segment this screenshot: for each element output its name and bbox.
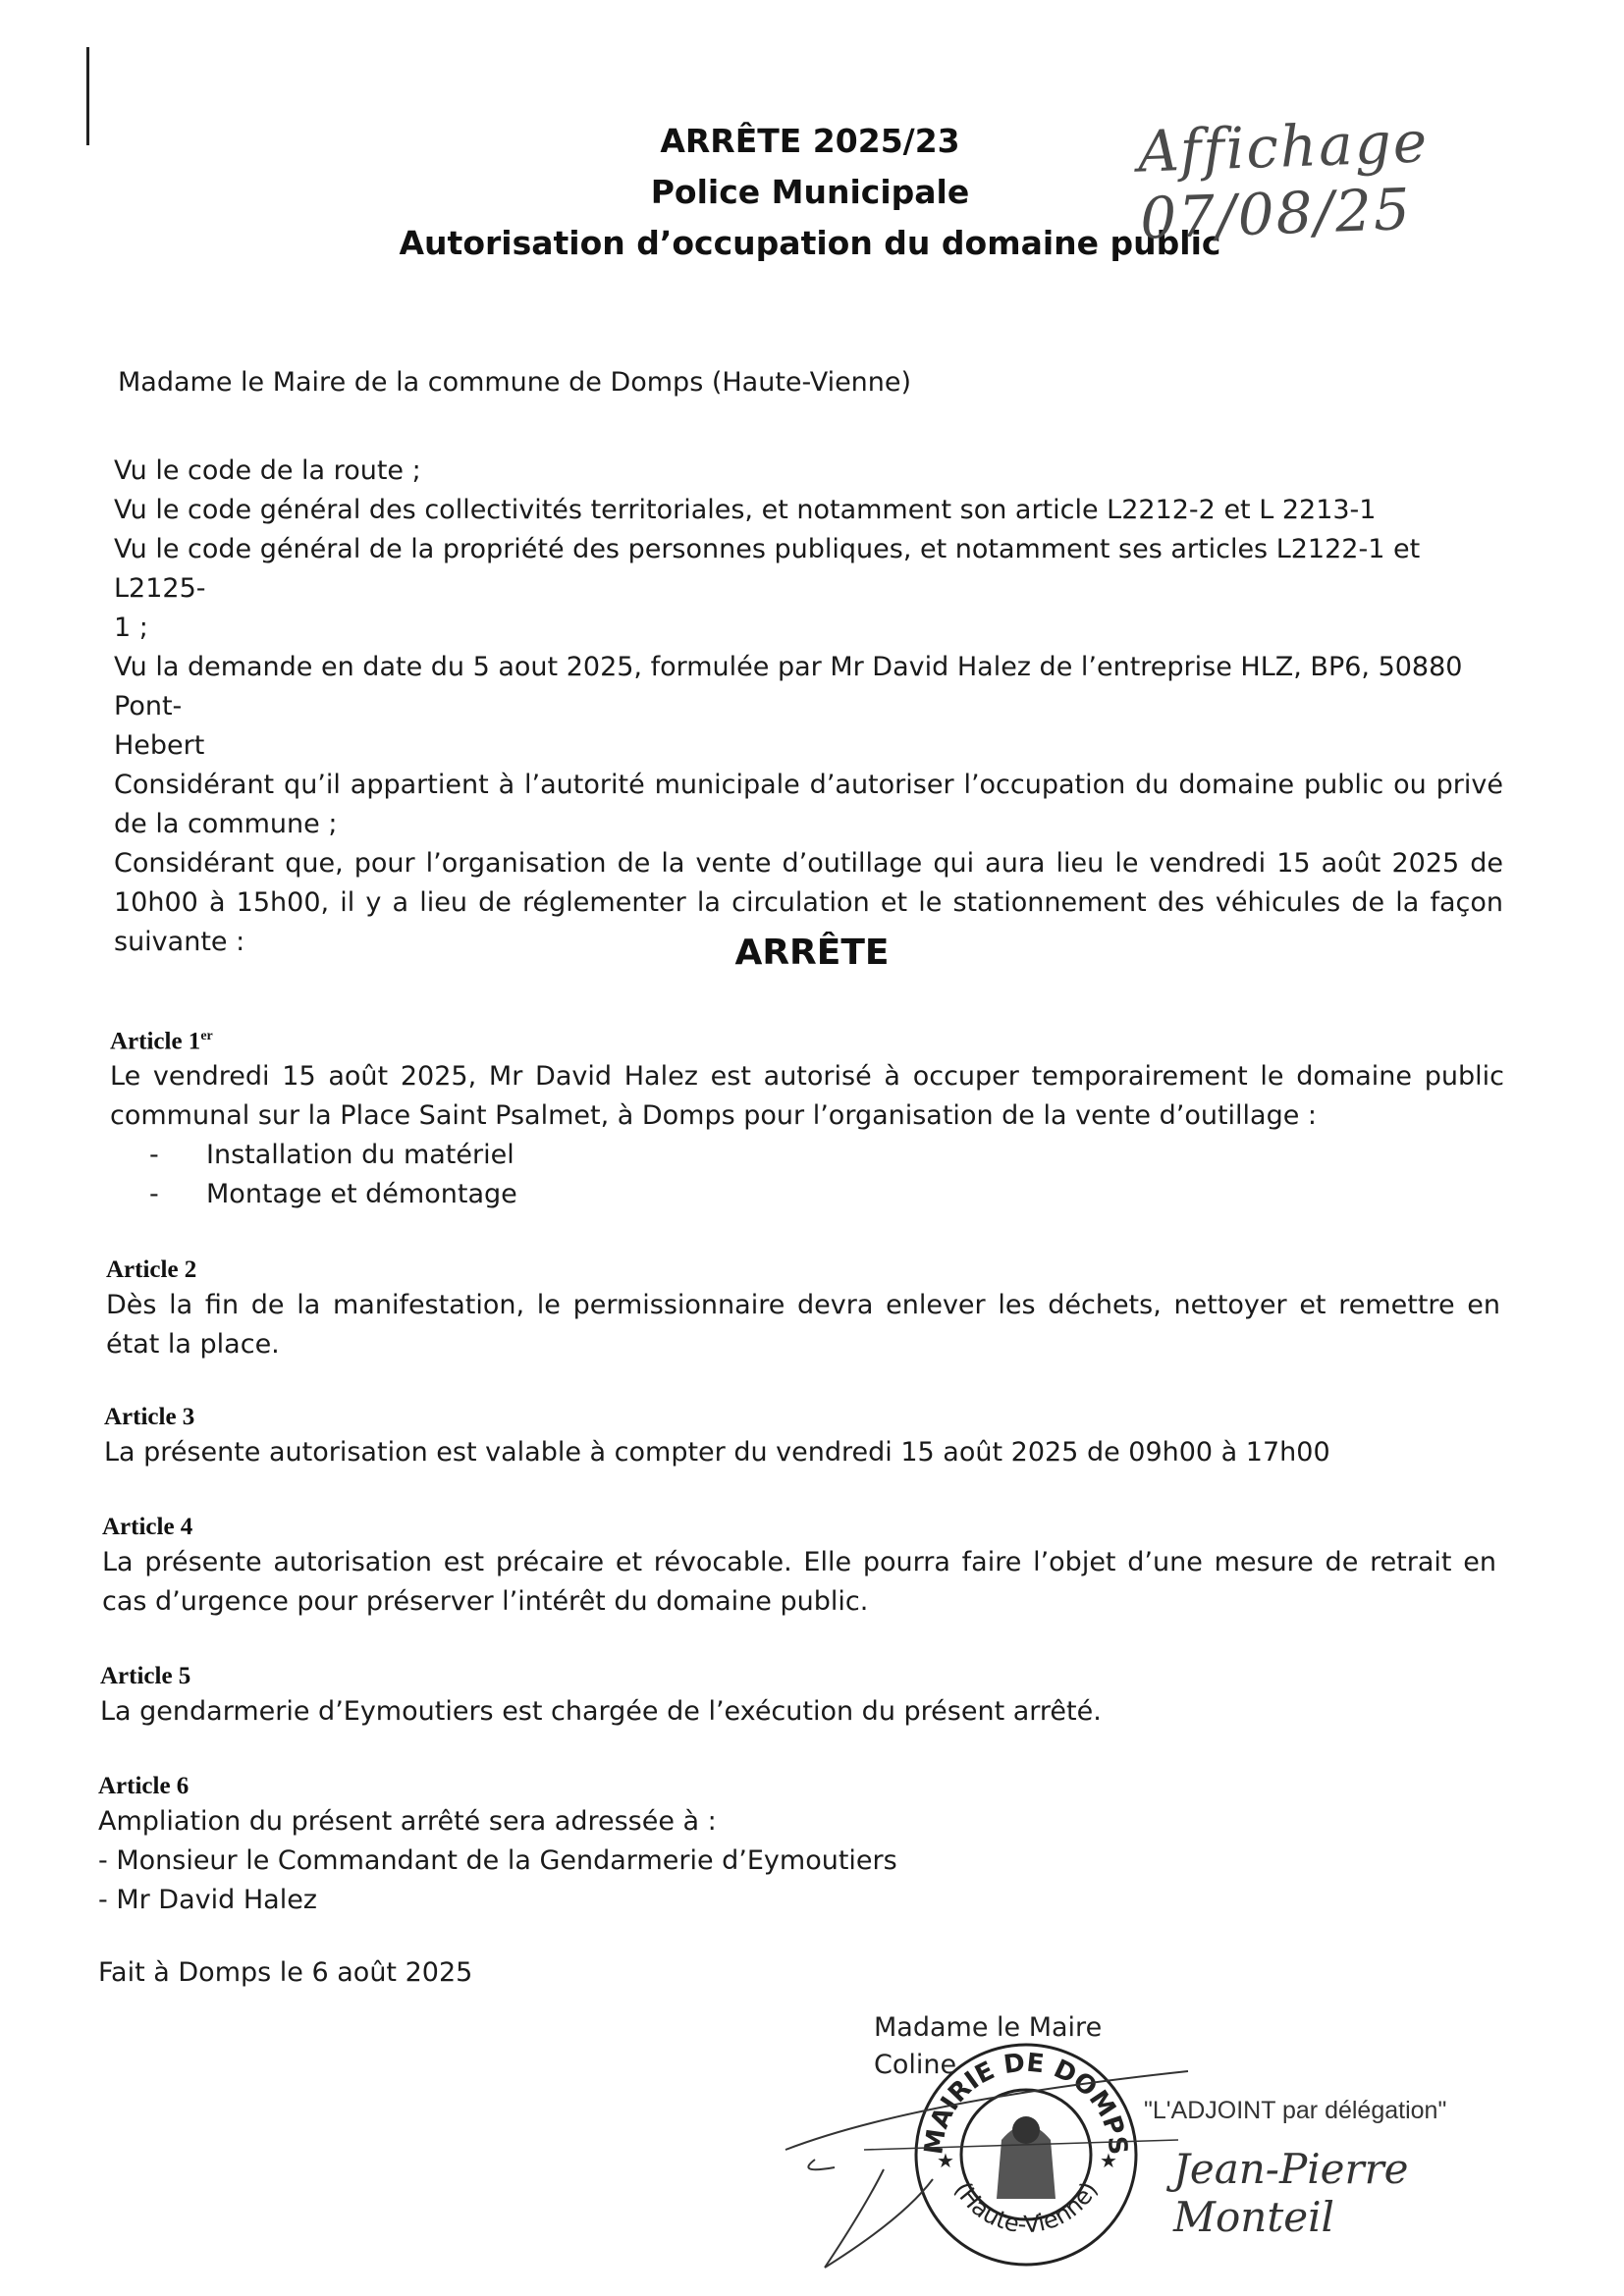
article-1 <box>110 1021 1504 1214</box>
list-item: - Montage et démontage <box>149 1175 1504 1214</box>
visa-demande-line1: Vu la demande en date du 5 aout 2025, formulée par Mr David Halez de l’entreprise HLZ, BP6, 50880 Pont- <box>114 652 1463 721</box>
title-subject: Autorisation d’occupation du domaine public <box>399 224 1221 262</box>
visa-code-route: Vu le code de la route ; <box>114 455 421 486</box>
handwritten-signature-name: Jean-Pierre Monteil <box>1173 2145 1409 2241</box>
article-6-title: Article 6 <box>98 1773 189 1799</box>
article-6-recipient-2: - Mr David Halez <box>98 1885 317 1915</box>
article-6-text: Ampliation du présent arrêté sera adressée à : <box>98 1806 717 1837</box>
considerant-1: Considérant qu’il appartient à l’autorité municipale d’autoriser l’occupation du domaine public ou privé de la commune ; <box>114 770 1503 839</box>
preamble-visas <box>114 452 1503 962</box>
article-2 <box>106 1255 1500 1364</box>
article-1-item-2: Montage et démontage <box>206 1179 517 1210</box>
visa-cg3p-line2: 1 ; <box>114 613 148 643</box>
article-6 <box>98 1771 1492 1920</box>
article-2-title: Article 2 <box>106 1256 197 1283</box>
svg-text:★: ★ <box>937 2149 954 2172</box>
article-1-title: Article 1er <box>110 1028 213 1055</box>
article-4-text: La présente autorisation est précaire et révocable. Elle pourra faire l’objet d’une mesure de retrait en cas d’urgence pour préserver l’intérêt du domaine public. <box>102 1547 1496 1617</box>
signature-block <box>766 2012 1571 2287</box>
stamp-bottom-text: (Haute-Vienne) <box>948 2176 1104 2239</box>
article-1-superscript: er <box>200 1029 213 1043</box>
svg-text:★: ★ <box>1100 2149 1117 2172</box>
article-5-title: Article 5 <box>100 1663 191 1689</box>
scan-margin-mark <box>86 47 89 145</box>
fait-a-domps: Fait à Domps le 6 août 2025 <box>98 1957 473 1988</box>
visa-demande-line2: Hebert <box>114 730 205 761</box>
handwritten-posting-note: Affichage 07/08/25 <box>1136 108 1431 252</box>
article-3 <box>104 1402 1498 1472</box>
article-4 <box>102 1512 1496 1622</box>
signatory-title: Madame le Maire <box>874 2012 1103 2043</box>
article-3-text: La présente autorisation est valable à compter du vendredi 15 août 2025 de 09h00 à 17h00 <box>104 1437 1330 1468</box>
title-arrete-number: ARRÊTE 2025/23 <box>660 122 960 160</box>
article-5 <box>100 1661 1494 1732</box>
arrete-heading: ARRÊTE <box>734 933 890 973</box>
article-1-item-1: Installation du matériel <box>206 1140 514 1171</box>
article-6-recipient-1: - Monsieur le Commandant de la Gendarmerie d’Eymoutiers <box>98 1845 897 1876</box>
adjoint-delegation-stamp: "L'ADJOINT par délégation" <box>1144 2097 1447 2124</box>
title-service: Police Municipale <box>650 173 970 211</box>
considerant-2: Considérant que, pour l’organisation de la vente d’outillage qui aura lieu le vendredi 15 août 2025 de 10h00 à 15h00, il y a lieu de réglementer la circulation et le stationnement des véhicules de la façon suivante : <box>114 848 1503 957</box>
visa-cg3p-line1: Vu le code général de la propriété des personnes publiques, et notamment ses articles L2122-1 et L2125- <box>114 534 1421 604</box>
signatory-name: Coline <box>874 2050 957 2080</box>
stamp-top-text: MAIRIE DE DOMPS <box>919 2048 1133 2157</box>
article-3-title: Article 3 <box>104 1404 195 1430</box>
article-2-text: Dès la fin de la manifestation, le permissionnaire devra enlever les déchets, nettoyer et remettre en état la place. <box>106 1290 1500 1360</box>
document-header <box>344 116 1276 269</box>
visa-cgct: Vu le code général des collectivités territoriales, et notamment son article L2212-2 et L 2213-1 <box>114 495 1377 525</box>
mayor-line: Madame le Maire de la commune de Domps (Haute-Vienne) <box>118 367 912 398</box>
article-5-text: La gendarmerie d’Eymoutiers est chargée de l’exécution du présent arrêté. <box>100 1696 1102 1727</box>
article-4-title: Article 4 <box>102 1514 193 1540</box>
list-item: - Installation du matériel <box>149 1136 1504 1175</box>
article-1-text: Le vendredi 15 août 2025, Mr David Halez est autorisé à occuper temporairement le domaine public communal sur la Place Saint Psalmet, à Domps pour l’organisation de la vente d’outillage : <box>110 1061 1504 1132</box>
